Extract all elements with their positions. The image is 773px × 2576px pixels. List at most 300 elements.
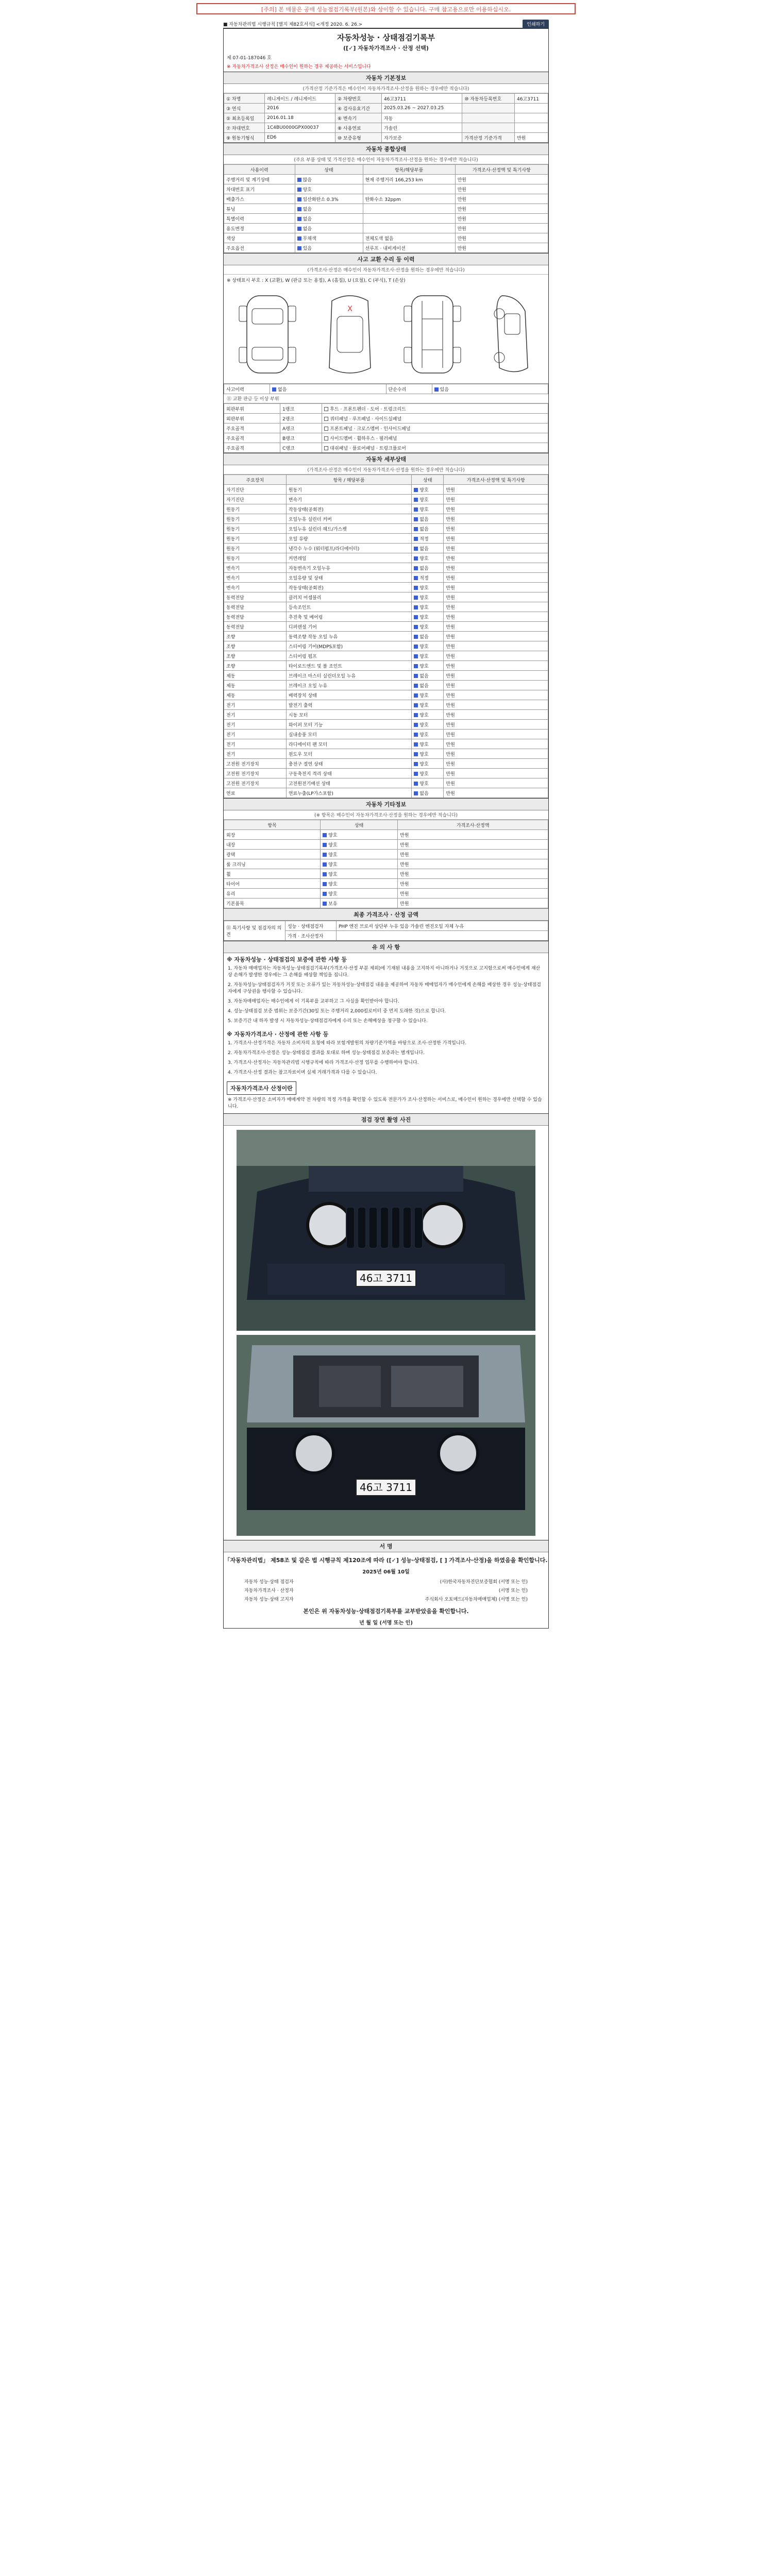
table-cell (412, 485, 444, 495)
table-cell: 만원 (455, 214, 548, 224)
status-value: 양호 (328, 882, 338, 887)
basic-value: 자가보증 (381, 133, 462, 143)
table-row (224, 710, 548, 720)
special-table (224, 921, 548, 941)
inspector-col: 성능 · 상태점검자 (285, 921, 337, 931)
table-cell (412, 622, 444, 632)
notice-item: 1. 가격조사·산정가격은 자동차 소비자의 요청에 따라 보험개발원의 차량기준가액을 바탕으로 조사·산정한 가격입니다. (228, 1041, 467, 1046)
table-cell: 원동기 (224, 553, 287, 563)
status-checkbox[interactable] (414, 684, 418, 688)
status-value: 양호 (419, 664, 429, 669)
status-checkbox[interactable] (297, 217, 301, 221)
status-checkbox[interactable] (414, 498, 418, 502)
basic-label: ④ 검사유효기간 (335, 104, 381, 113)
table-cell: 클러치 어셈블리 (286, 592, 411, 602)
table-cell: 만원 (444, 583, 548, 592)
table-cell: 주요옵션 (224, 243, 295, 253)
status-checkbox[interactable] (323, 833, 327, 837)
table-cell: 변속기 (286, 495, 411, 504)
status-checkbox[interactable] (297, 197, 301, 201)
table-cell: 주행거리 및 계기상태 (224, 175, 295, 184)
table-cell (321, 850, 398, 859)
status-checkbox[interactable] (414, 733, 418, 737)
table-row (224, 175, 548, 184)
table-cell: 만원 (444, 700, 548, 710)
status-value: 양호 (419, 507, 429, 513)
basic-info-table (224, 93, 548, 143)
table-cell (412, 573, 444, 583)
signature-entity: 주식회사 오토매드(자동차매매업체) (서명 또는 인) (425, 1597, 528, 1602)
table-cell: 만원 (444, 524, 548, 534)
table-cell (412, 730, 444, 739)
parts-cell (224, 443, 280, 453)
table-cell (321, 879, 398, 889)
table-cell: 만원 (444, 720, 548, 730)
table-cell: 만원 (444, 592, 548, 602)
table-row (224, 879, 548, 889)
column-header: 상태 (321, 820, 398, 830)
table-cell: 광택 (224, 850, 321, 859)
status-checkbox[interactable] (323, 892, 327, 896)
table-cell (412, 602, 444, 612)
table-cell: 변속기 (224, 583, 287, 592)
table-cell: 만원 (444, 671, 548, 681)
table-row (224, 553, 548, 563)
table-cell: 동력전달 (224, 602, 287, 612)
status-checkbox[interactable] (414, 723, 418, 727)
table-row (224, 788, 548, 798)
table-cell: 윈도우 모터 (286, 749, 411, 759)
table-row (224, 859, 548, 869)
status-value: 양호 (419, 615, 429, 620)
table-cell: 등속조인트 (286, 602, 411, 612)
table-cell (412, 563, 444, 573)
status-checkbox[interactable] (414, 703, 418, 707)
table-cell (321, 869, 398, 879)
status-checkbox[interactable] (414, 586, 418, 590)
table-cell (295, 243, 363, 253)
table-cell (412, 710, 444, 720)
column-header: 가격조사·산정액 (398, 820, 548, 830)
summary-section (223, 143, 549, 253)
status-checkbox[interactable] (414, 605, 418, 609)
appraiser-col: 가격 · 조사산정자 (285, 931, 337, 941)
table-cell (412, 661, 444, 671)
receipt-sign: 년 월 일 (서명 또는 인) (359, 1620, 413, 1626)
status-checkbox[interactable] (297, 246, 301, 250)
basic-info-title: 자동차 기본정보 (224, 72, 548, 84)
table-cell: 전기 (224, 700, 287, 710)
status-value: 없음 (419, 673, 429, 679)
table-cell: 타이로드엔드 및 볼 조인트 (286, 661, 411, 671)
table-header-row (224, 820, 548, 830)
table-cell: 만원 (444, 553, 548, 563)
car-top-diagram (316, 291, 383, 378)
status-checkbox[interactable] (297, 236, 301, 241)
table-cell (321, 899, 398, 908)
status-value: 적정 (419, 575, 429, 581)
status-checkbox[interactable] (414, 488, 418, 492)
table-cell: 만원 (444, 690, 548, 700)
status-checkbox[interactable] (414, 693, 418, 698)
table-cell: 동력전달 (224, 592, 287, 602)
status-checkbox[interactable] (414, 674, 418, 678)
table-cell: 만원 (444, 534, 548, 544)
status-value: 없음 (303, 226, 312, 232)
status-checkbox[interactable] (414, 615, 418, 619)
status-checkbox[interactable] (414, 547, 418, 551)
table-cell: 만원 (444, 612, 548, 622)
basic-value: 2016 (265, 104, 335, 113)
table-row (224, 641, 548, 651)
options-table (224, 820, 548, 908)
process-label: 자동차가격조사 산정이란 (227, 1081, 296, 1095)
table-cell (412, 749, 444, 759)
status-checkbox[interactable] (414, 762, 418, 766)
table-row (224, 534, 548, 544)
table-cell (412, 514, 444, 524)
table-cell: 자기진단 (224, 495, 287, 504)
status-value: 없음 (419, 683, 429, 689)
status-value: 양호 (419, 644, 429, 650)
page-title: 자동차성능 · 상태점검기록부 (337, 33, 435, 42)
table-row (224, 700, 548, 710)
table-cell: 만원 (444, 769, 548, 778)
table-cell: 내장 (224, 840, 321, 850)
status-checkbox[interactable] (414, 625, 418, 629)
table-cell: 전기 (224, 739, 287, 749)
table-row (224, 850, 548, 859)
status-checkbox[interactable] (414, 507, 418, 512)
notice-item: 5. 보증기간 내 하자 발생 시 자동차성능·상태점검자에게 수리 또는 손해배상을 청구할 수 있습니다. (228, 1019, 428, 1024)
basic-info-section (223, 72, 549, 143)
table-cell: 자동변속기 오일누유 (286, 563, 411, 573)
table-cell: 만원 (444, 495, 548, 504)
status-checkbox[interactable] (414, 576, 418, 580)
basic-value: 46고3711 (514, 94, 548, 104)
table-row (224, 573, 548, 583)
status-checkbox[interactable] (323, 853, 327, 857)
part-checkbox[interactable] (324, 427, 328, 431)
exchange-label: ⑪ 교환 판금 등 이상 부위 (224, 394, 548, 403)
parts-text: 2랭크 (282, 416, 295, 422)
table-header-row (224, 475, 548, 485)
table-cell: 만원 (398, 850, 548, 859)
status-checkbox[interactable] (414, 517, 418, 521)
basic-value: 2016.01.18 (265, 113, 335, 123)
table-row (224, 739, 548, 749)
table-cell: 만원 (444, 710, 548, 720)
table-cell (363, 214, 455, 224)
table-cell: 고전원전기배선 상태 (286, 778, 411, 788)
record-id: 제 07-01-187046 호 (227, 56, 272, 61)
status-checkbox[interactable] (414, 566, 418, 570)
status-checkbox[interactable] (414, 752, 418, 756)
table-cell (321, 859, 398, 869)
table-cell (295, 175, 363, 184)
svg-text:X: X (347, 305, 352, 313)
parts-text: 주요골격 (226, 446, 244, 451)
notice-item: 2. 자동차성능·상태점검자가 거짓 또는 오류가 있는 자동차성능·상태점검 내용을 제공하여 자동차 매매업자가 매수인에게 손해를 배상한 경우 성능·상태점검자에게 구상권을 행사할 수 있습니다. (228, 982, 541, 994)
status-value: 양호 (419, 605, 429, 611)
engine-photo (237, 1335, 535, 1536)
table-cell: 연료누출(LP가스포함) (286, 788, 411, 798)
status-value: 많음 (303, 177, 312, 183)
table-cell: 만원 (444, 749, 548, 759)
parts-text: 대쉬패널 · 플로어패널 · 트렁크플로어 (330, 446, 406, 451)
status-value: 양호 (328, 842, 338, 848)
parts-text: 주요골격 (226, 436, 244, 442)
status-checkbox[interactable] (297, 227, 301, 231)
print-button[interactable]: 인쇄하기 (523, 20, 549, 28)
table-cell: 특별이력 (224, 214, 295, 224)
accident-checkbox[interactable] (272, 387, 276, 392)
accident-status-table (224, 384, 548, 394)
table-cell: 룸 크리닝 (224, 859, 321, 869)
parts-cell (322, 414, 548, 423)
status-checkbox[interactable] (414, 782, 418, 786)
process-text: ※ 가격조사·산정은 소비자가 매매계약 전 차량의 적정 가격을 확인할 수 있도록 전문가가 조사·산정하는 서비스로, 매수인이 원하는 경우에만 선택할 수 있습니다. (228, 1097, 542, 1109)
status-checkbox[interactable] (414, 664, 418, 668)
status-value: 적정 (419, 536, 429, 542)
table-cell: 원동기 (224, 534, 287, 544)
table-cell (412, 641, 444, 651)
table-cell: 만원 (455, 224, 548, 233)
table-cell (363, 184, 455, 194)
table-cell: 오일 유량 (286, 534, 411, 544)
detail-subtitle: (가격조사·산정은 매수인이 자동차가격조사·산정을 원하는 경우에만 적습니다) (224, 465, 548, 474)
parts-cell (280, 414, 322, 423)
status-value: 없음 (303, 207, 312, 212)
status-checkbox[interactable] (297, 178, 301, 182)
notice-item: 4. 성능·상태점검 보증 범위는 보증기간(30일 또는 주행거리 2,000킬로미터 중 먼저 도래한 것)으로 합니다. (228, 1009, 446, 1014)
photos-section (223, 1114, 549, 1540)
notices-list (224, 953, 548, 1079)
table-cell (412, 700, 444, 710)
status-value: 양호 (328, 833, 338, 838)
basic-label: 가격산정 기준가격 (462, 133, 515, 143)
table-cell: 브레이크 마스터 실린더오일 누유 (286, 671, 411, 681)
table-cell: 구동축전지 격리 상태 (286, 769, 411, 778)
table-cell (321, 830, 398, 840)
options-section (223, 799, 549, 941)
status-value: 양호 (419, 761, 429, 767)
status-checkbox[interactable] (297, 188, 301, 192)
parts-text: 프론트패널 · 크로스멤버 · 인사이드패널 (330, 426, 411, 432)
form-header (223, 20, 549, 28)
table-row (224, 899, 548, 908)
notice-heading: ※ 자동차성능 · 상태점검의 보증에 관한 사항 등 (227, 956, 347, 963)
table-cell (412, 504, 444, 514)
parts-cell (224, 414, 280, 423)
inspector-text: PHP 엔진 브로셔 상단부 누유 있음 가솔린 엔진오일 자체 누유 (337, 921, 548, 931)
basic-value (514, 113, 548, 123)
table-cell: 연료 (224, 788, 287, 798)
status-checkbox[interactable] (414, 527, 418, 531)
part-checkbox[interactable] (324, 407, 328, 411)
basic-value: 1C4BU0000GPX00037 (265, 123, 335, 133)
status-checkbox[interactable] (414, 772, 418, 776)
table-cell (412, 759, 444, 769)
table-cell: 작동상태(공회전) (286, 504, 411, 514)
table-cell: 제동 (224, 681, 287, 690)
table-row (224, 224, 548, 233)
status-checkbox[interactable] (323, 872, 327, 876)
column-header: 가격조사·산정액 및 특기사항 (455, 165, 548, 175)
table-cell: 고전원 전기장치 (224, 759, 287, 769)
warning-banner: [주의] 본 매물은 공매 성능점검기록부(원본)와 상이할 수 있습니다. 구매 참고용으로만 이용하십시오. (196, 3, 576, 14)
table-cell: 라디에이터 팬 모터 (286, 739, 411, 749)
parts-row (224, 423, 548, 433)
parts-text: 외판부위 (226, 406, 244, 412)
status-value: 없음 (419, 791, 429, 796)
status-checkbox[interactable] (323, 902, 327, 906)
basic-label: ⑦ 차대번호 (224, 123, 265, 133)
table-cell: 배출가스 (224, 194, 295, 204)
status-value: 양호 (419, 585, 429, 591)
table-row (224, 495, 548, 504)
table-cell: 만원 (398, 879, 548, 889)
column-header: 상태 (295, 165, 363, 175)
table-cell: 고전원 전기장치 (224, 769, 287, 778)
basic-value: 자동 (381, 113, 462, 123)
table-cell: 시동 모터 (286, 710, 411, 720)
table-cell (363, 224, 455, 233)
table-cell: 동력전달 (224, 622, 287, 632)
status-checkbox[interactable] (414, 713, 418, 717)
column-header: 사용이력 (224, 165, 295, 175)
table-row (224, 622, 548, 632)
table-cell: 만원 (398, 840, 548, 850)
status-checkbox[interactable] (323, 843, 327, 847)
table-cell: 원동기 (224, 524, 287, 534)
table-cell: 와이퍼 모터 기능 (286, 720, 411, 730)
status-checkbox[interactable] (414, 537, 418, 541)
table-cell (363, 204, 455, 214)
table-cell (295, 224, 363, 233)
table-cell: 만원 (455, 175, 548, 184)
status-checkbox[interactable] (414, 635, 418, 639)
table-cell: 휠 (224, 869, 321, 879)
table-cell: 동력전달 (224, 612, 287, 622)
table-cell: 만원 (455, 194, 548, 204)
part-checkbox[interactable] (324, 417, 328, 421)
status-value: 없음 (303, 216, 312, 222)
table-cell: 만원 (455, 204, 548, 214)
table-cell (412, 612, 444, 622)
status-value: 없음 (419, 546, 429, 552)
status-value: 양호 (419, 781, 429, 787)
table-cell: 조향 (224, 641, 287, 651)
status-checkbox[interactable] (414, 791, 418, 795)
table-cell: 변속기 (224, 563, 287, 573)
part-checkbox[interactable] (324, 446, 328, 450)
basic-label (462, 113, 515, 123)
basic-label: ③ 연식 (224, 104, 265, 113)
table-row (224, 592, 548, 602)
status-value: 양호 (419, 703, 429, 708)
table-cell: 동력조향 작동 오일 누유 (286, 632, 411, 641)
table-row (224, 583, 548, 592)
parts-cell (322, 443, 548, 453)
table-cell: 조향 (224, 661, 287, 671)
status-checkbox[interactable] (414, 645, 418, 649)
parts-cell (322, 404, 548, 414)
table-cell: 전기 (224, 749, 287, 759)
parts-text: 1랭크 (282, 406, 295, 412)
notice-item: 2. 자동차가격조사·산정은 성능·상태점검 결과를 토대로 하며 성능·상태점검 보증과는 별개입니다. (228, 1050, 425, 1056)
page-subtitle: ([✓] 자동차가격조사 · 산정 선택) (343, 45, 429, 52)
simple-repair-checkbox[interactable] (434, 387, 439, 392)
column-header: 가격조사·산정액 및 특기사항 (444, 475, 548, 485)
table-row (224, 514, 548, 524)
status-value: 양호 (419, 624, 429, 630)
basic-label: ⑧ 사용연료 (335, 123, 381, 133)
signature-role: 자동차가격조사 · 산정자 (244, 1588, 294, 1594)
table-cell: 전체도색 없음 (363, 233, 455, 243)
status-checkbox[interactable] (323, 882, 327, 886)
table-cell (412, 632, 444, 641)
status-checkbox[interactable] (414, 596, 418, 600)
notice-item: 3. 가격조사·산정자는 자동차관리법 시행규칙에 따라 가격조사·산정 업무를 수행하여야 합니다. (228, 1060, 419, 1065)
table-cell (412, 671, 444, 681)
receipt-statement: 본인은 위 자동차성능·상태점검기록부를 교부받았음을 확인합니다. (303, 1608, 469, 1615)
table-cell: 기본품목 (224, 899, 321, 908)
basic-row (224, 94, 548, 104)
status-checkbox[interactable] (414, 742, 418, 747)
table-cell: 전기 (224, 720, 287, 730)
part-checkbox[interactable] (324, 436, 328, 440)
table-cell: 만원 (444, 544, 548, 553)
options-title: 자동차 기타정보 (224, 799, 548, 810)
table-cell: 실내송풍 모터 (286, 730, 411, 739)
summary-table (224, 164, 548, 253)
table-row (224, 690, 548, 700)
table-cell: 원동기 (224, 544, 287, 553)
status-value: 양호 (419, 752, 429, 757)
status-value: 양호 (328, 872, 338, 877)
status-checkbox[interactable] (414, 654, 418, 658)
parts-cell (322, 423, 548, 433)
basic-value (514, 123, 548, 133)
status-checkbox[interactable] (297, 207, 301, 211)
table-cell (295, 233, 363, 243)
table-row (224, 651, 548, 661)
basic-label: ⑥ 변속기 (335, 113, 381, 123)
table-row (224, 889, 548, 899)
table-row (224, 869, 548, 879)
status-checkbox[interactable] (323, 862, 327, 867)
parts-row (224, 433, 548, 443)
damage-legend: ※ 상태표시 부호 : X (교환), W (판금 또는 용접), A (흠집), U (요철), C (부식), T (손상) (227, 278, 406, 283)
parts-text: 후드 · 프론트펜더 · 도어 · 트렁크리드 (330, 406, 406, 412)
status-checkbox[interactable] (414, 556, 418, 561)
parts-table (224, 403, 548, 453)
table-cell: 선루프 · 내비게이션 (363, 243, 455, 253)
table-cell (412, 553, 444, 563)
table-cell: 만원 (444, 759, 548, 769)
table-cell: 원동기 (286, 485, 411, 495)
table-cell (321, 889, 398, 899)
table-row (224, 778, 548, 788)
table-cell: 만원 (444, 739, 548, 749)
car-under-diagram (399, 291, 466, 378)
table-cell: 오일누유 실린더 커버 (286, 514, 411, 524)
notice-item: 1. 자동차 매매업자는 자동차성능·상태점검기록부(가격조사·산정 부분 제외)에 기재된 내용을 고지하지 아니하거나 거짓으로 고지함으로써 매수인에게 재산상 손해가 발생한 경우에는 그 손해를 배상할 책임을 집니다. (228, 966, 541, 978)
parts-text: 사이드멤버 · 휠하우스 · 필러패널 (330, 436, 397, 442)
parts-cell (224, 404, 280, 414)
table-cell: 만원 (444, 632, 548, 641)
